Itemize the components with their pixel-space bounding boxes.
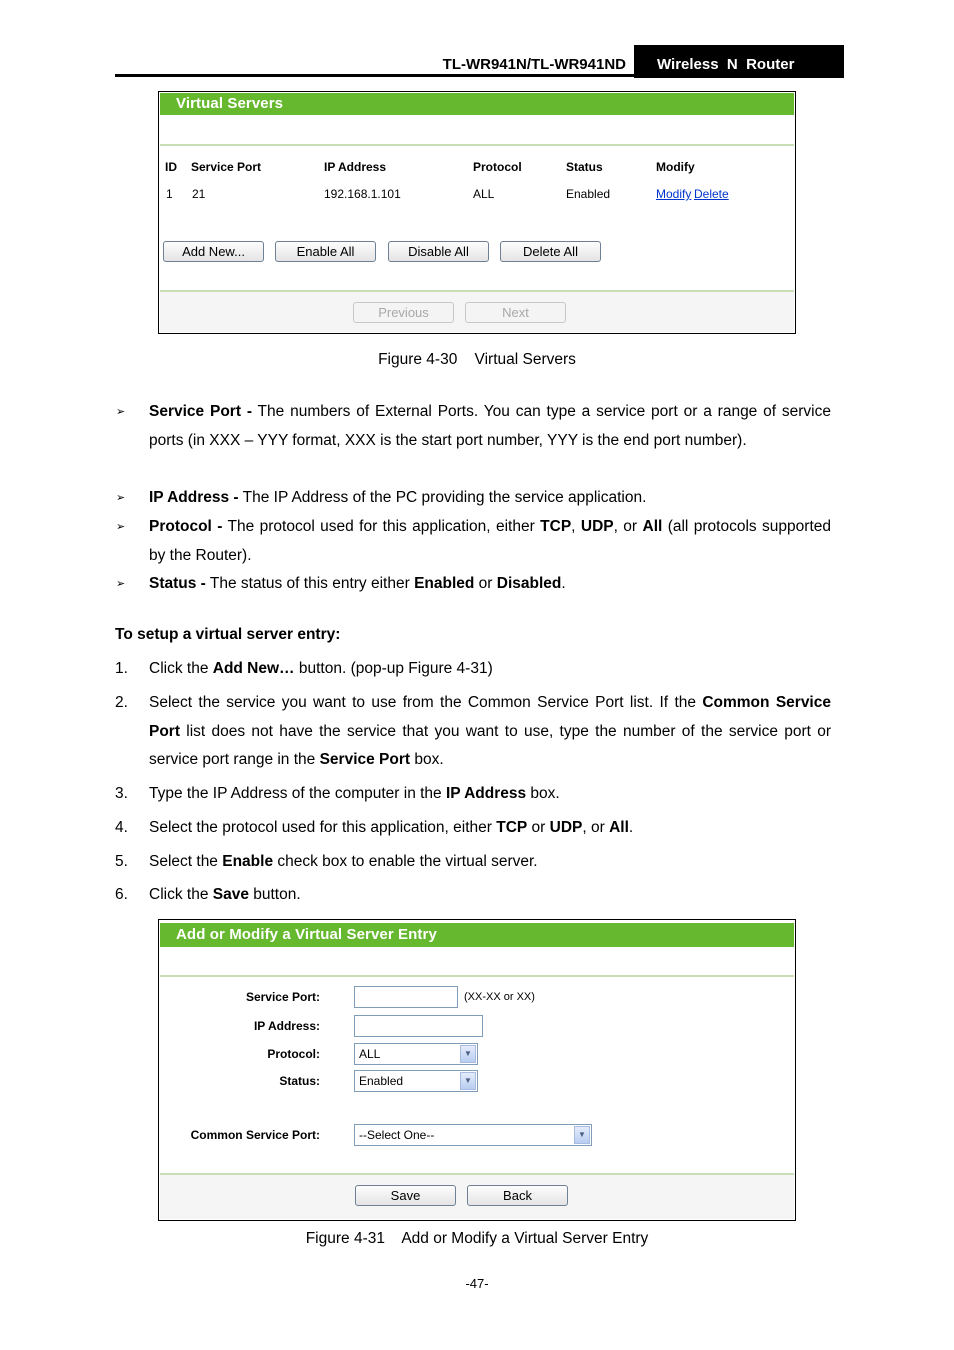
figure-caption: Figure 4-31 Add or Modify a Virtual Server Entry — [305, 1230, 649, 1247]
column-header-id: ID — [165, 160, 177, 174]
bullet-service-port — [149, 398, 831, 455]
chevron-down-icon[interactable]: ▼ — [574, 1126, 590, 1144]
service-port-label: Service Port: — [245, 990, 320, 1004]
bullet-text: The IP Address of the PC providing the service application. — [238, 489, 647, 506]
previous-button[interactable]: Previous — [353, 302, 454, 323]
protocol-selected-value: ALL — [359, 1047, 381, 1061]
product-name: Wireless N Router — [657, 56, 795, 73]
step-number: 5. — [115, 853, 128, 870]
service-port-hint: (XX-XX or XX) — [464, 991, 535, 1003]
step-number: 2. — [115, 694, 128, 711]
common-service-port-label: Common Service Port: — [190, 1128, 320, 1142]
protocol-label: Protocol: — [267, 1047, 320, 1061]
ip-address-input[interactable] — [354, 1015, 483, 1037]
delete-all-button[interactable]: Delete All — [500, 241, 601, 262]
page-number: -47- — [465, 1276, 489, 1291]
bullet-ip-address — [149, 484, 831, 513]
status-label: Status: — [279, 1074, 320, 1088]
column-header-protocol: Protocol — [473, 160, 522, 174]
step-number: 6. — [115, 886, 128, 903]
save-button[interactable]: Save — [355, 1185, 456, 1206]
common-service-port-select[interactable] — [354, 1124, 592, 1146]
step-1: Click the Add New… button. (pop-up Figure 4-31) — [149, 660, 493, 677]
product-badge — [634, 45, 844, 78]
virtual-servers-panel — [158, 91, 796, 334]
modify-link[interactable]: Modify — [656, 187, 692, 201]
row-status: Enabled — [566, 187, 611, 201]
bullet-status: Status - The status of this entry either Enabled or Disabled. — [149, 575, 566, 592]
service-port-input[interactable] — [354, 986, 458, 1008]
add-new-button[interactable]: Add New... — [163, 241, 264, 262]
bullet-term: IP Address - — [149, 489, 239, 506]
panel-title: Virtual Servers — [160, 93, 794, 115]
next-button[interactable]: Next — [465, 302, 566, 323]
row-service-port: 21 — [192, 187, 206, 201]
step-5: Select the Enable check box to enable the virtual server. — [149, 853, 538, 870]
row-protocol: ALL — [473, 187, 495, 201]
ip-address-label: IP Address: — [253, 1019, 320, 1033]
section-heading: To setup a virtual server entry: — [115, 626, 341, 643]
status-select[interactable] — [354, 1070, 478, 1092]
bullet-text: The numbers of External Ports. You can type a service port or a range of service ports (in XXX – YYY format, XXX is the start port number, YYY is the end port number). — [149, 403, 831, 449]
bullet-term: Status - — [149, 575, 206, 592]
add-modify-entry-panel — [158, 919, 796, 1221]
figure-caption: Figure 4-30 Virtual Servers — [378, 351, 576, 368]
bullet-arrow-icon: ➢ — [116, 521, 126, 533]
disable-all-button[interactable]: Disable All — [388, 241, 489, 262]
status-selected-value: Enabled — [359, 1074, 404, 1088]
bullet-arrow-icon: ➢ — [116, 406, 126, 418]
divider — [160, 975, 794, 977]
back-button[interactable]: Back — [467, 1185, 568, 1206]
delete-link[interactable]: Delete — [694, 187, 729, 201]
step-3: Type the IP Address of the computer in the IP Address box. — [149, 785, 560, 802]
column-header-service-port: Service Port — [191, 160, 262, 174]
bullet-protocol: Protocol - The protocol used for this application, either TCP, UDP, or All (all protocols supported by the Router). — [149, 518, 831, 564]
step-number: 1. — [115, 660, 128, 677]
chevron-down-icon[interactable]: ▼ — [460, 1045, 476, 1063]
header-rule — [115, 74, 635, 77]
common-service-port-selected-value: --Select One-- — [359, 1128, 435, 1142]
column-header-ip-address: IP Address — [324, 160, 387, 174]
bullet-arrow-icon: ➢ — [116, 578, 126, 590]
chevron-down-icon[interactable]: ▼ — [460, 1072, 476, 1090]
step-number: 3. — [115, 785, 128, 802]
column-header-status: Status — [566, 160, 603, 174]
step-2: Select the service you want to use from the Common Service Port list. If the Common Service Port list does not have the service that you want to use, type the number of the service port or service port range in the Service Port box. — [149, 694, 831, 768]
row-id: 1 — [166, 187, 173, 201]
document-model-title: TL-WR941N/TL-WR941ND — [442, 56, 626, 73]
step-6: Click the Save button. — [149, 886, 301, 903]
bullet-term: Protocol - — [149, 518, 223, 535]
row-ip-address: 192.168.1.101 — [324, 187, 401, 201]
divider — [160, 144, 794, 146]
step-number: 4. — [115, 819, 128, 836]
column-header-modify: Modify — [656, 160, 695, 174]
step-4: Select the protocol used for this application, either TCP or UDP, or All. — [149, 819, 634, 836]
panel-title: Add or Modify a Virtual Server Entry — [160, 923, 794, 947]
bullet-arrow-icon: ➢ — [116, 492, 126, 504]
enable-all-button[interactable]: Enable All — [275, 241, 376, 262]
protocol-select[interactable] — [354, 1043, 478, 1065]
bullet-term: Service Port - — [149, 403, 252, 420]
